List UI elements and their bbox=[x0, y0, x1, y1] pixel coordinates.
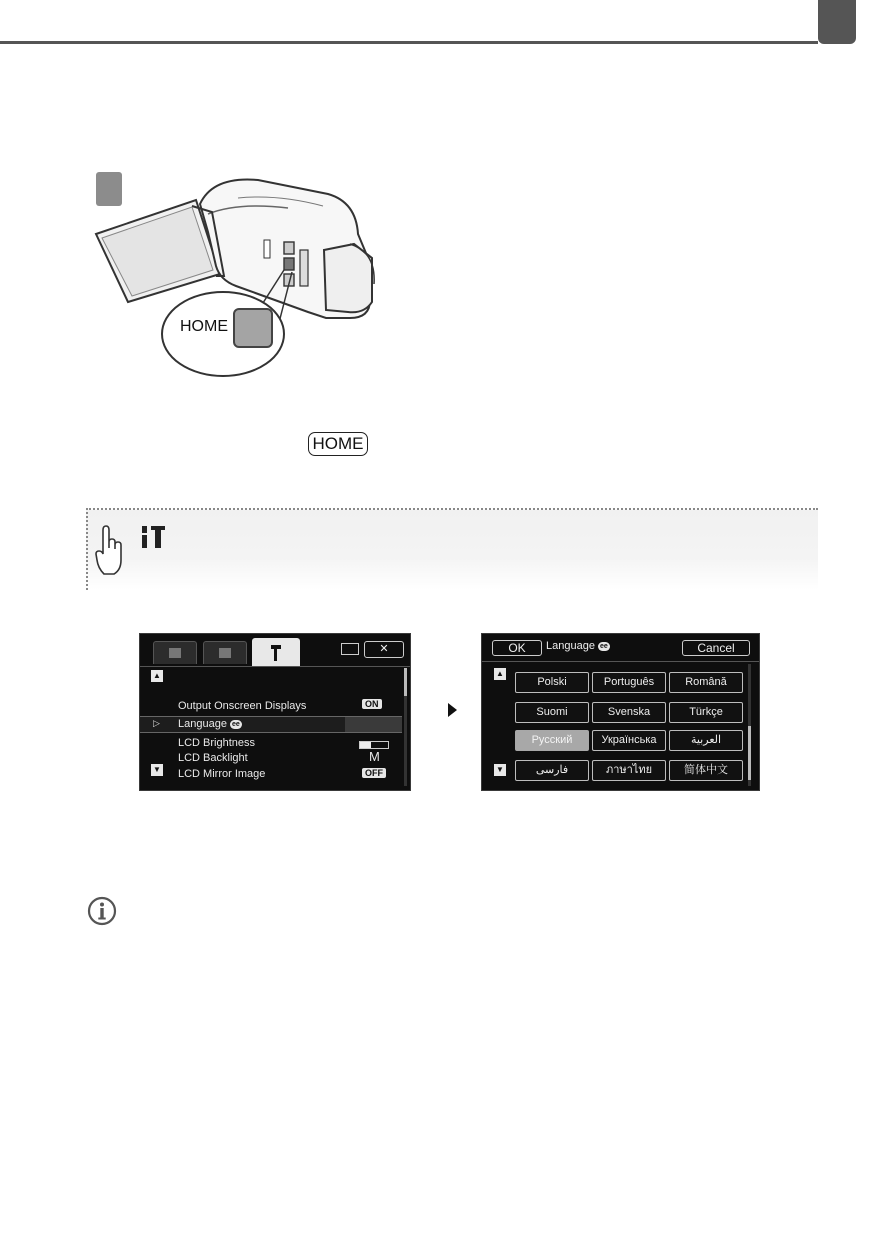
language-option[interactable]: 简体中文 bbox=[669, 760, 743, 781]
step-badge bbox=[96, 172, 122, 206]
value-on-badge: ON bbox=[362, 699, 382, 709]
tab-playback[interactable] bbox=[203, 641, 247, 664]
language-option[interactable]: Română bbox=[669, 672, 743, 693]
scrollbar[interactable] bbox=[748, 664, 751, 786]
home-key bbox=[233, 308, 273, 348]
tools-icon bbox=[140, 526, 166, 548]
ok-button[interactable]: OK bbox=[492, 640, 542, 656]
playback-icon bbox=[219, 648, 231, 658]
tab-recording[interactable] bbox=[153, 641, 197, 664]
language-option[interactable]: Polski bbox=[515, 672, 589, 693]
language-badge: ee bbox=[232, 720, 240, 728]
menu-item-lcd-mirror[interactable]: LCD Mirror Image bbox=[178, 768, 266, 780]
language-option[interactable]: Українська bbox=[592, 730, 666, 751]
scroll-down-button[interactable]: ▼ bbox=[494, 764, 506, 776]
language-screen bbox=[481, 633, 760, 791]
close-button[interactable]: ✕ bbox=[364, 641, 404, 658]
title-language-badge: ee bbox=[600, 642, 608, 650]
language-screen-title: Language ee bbox=[546, 640, 608, 652]
brightness-fill bbox=[360, 742, 371, 748]
value-off-badge: OFF bbox=[362, 768, 386, 778]
tab-divider bbox=[140, 666, 410, 667]
language-option[interactable]: Svenska bbox=[592, 702, 666, 723]
brightness-bar bbox=[359, 741, 389, 749]
menu-item-lcd-backlight[interactable]: LCD Backlight bbox=[178, 752, 248, 764]
scroll-up-button[interactable]: ▲ bbox=[151, 670, 163, 682]
tab-setup[interactable] bbox=[252, 638, 300, 667]
cancel-button[interactable]: Cancel bbox=[682, 640, 750, 656]
scroll-up-button[interactable]: ▲ bbox=[494, 668, 506, 680]
language-option[interactable]: Türkçe bbox=[669, 702, 743, 723]
scrollbar[interactable] bbox=[404, 668, 407, 786]
backlight-value: M bbox=[369, 749, 380, 764]
language-option[interactable]: العربية bbox=[669, 730, 743, 751]
info-icon bbox=[87, 896, 117, 926]
wrench-icon bbox=[270, 644, 282, 662]
header-divider bbox=[482, 661, 759, 662]
language-option[interactable]: ภาษาไทย bbox=[592, 760, 666, 781]
home-button-symbol: HOME bbox=[308, 432, 368, 456]
scrollbar-thumb[interactable] bbox=[748, 726, 751, 780]
language-option[interactable]: فارسی bbox=[515, 760, 589, 781]
language-option[interactable]: Português bbox=[592, 672, 666, 693]
menu-item-language[interactable]: Language ee bbox=[178, 718, 240, 730]
menu-item-lcd-brightness[interactable]: LCD Brightness bbox=[178, 737, 256, 749]
language-option[interactable]: Suomi bbox=[515, 702, 589, 723]
battery-icon bbox=[341, 643, 359, 655]
scrollbar-thumb[interactable] bbox=[404, 668, 407, 696]
header-tab bbox=[818, 0, 856, 44]
header-rule bbox=[0, 41, 818, 44]
menu-screen bbox=[139, 633, 411, 791]
tip-box bbox=[86, 508, 818, 590]
menu-item-output-displays[interactable]: Output Onscreen Displays bbox=[178, 700, 307, 712]
movie-icon bbox=[169, 648, 181, 658]
home-label: HOME bbox=[180, 318, 228, 335]
touch-finger-icon bbox=[94, 524, 126, 576]
selection-cursor-icon: ▷ bbox=[153, 718, 160, 728]
arrow-right-icon bbox=[448, 703, 457, 717]
scroll-down-button[interactable]: ▼ bbox=[151, 764, 163, 776]
language-option[interactable]: Русский bbox=[515, 730, 589, 751]
